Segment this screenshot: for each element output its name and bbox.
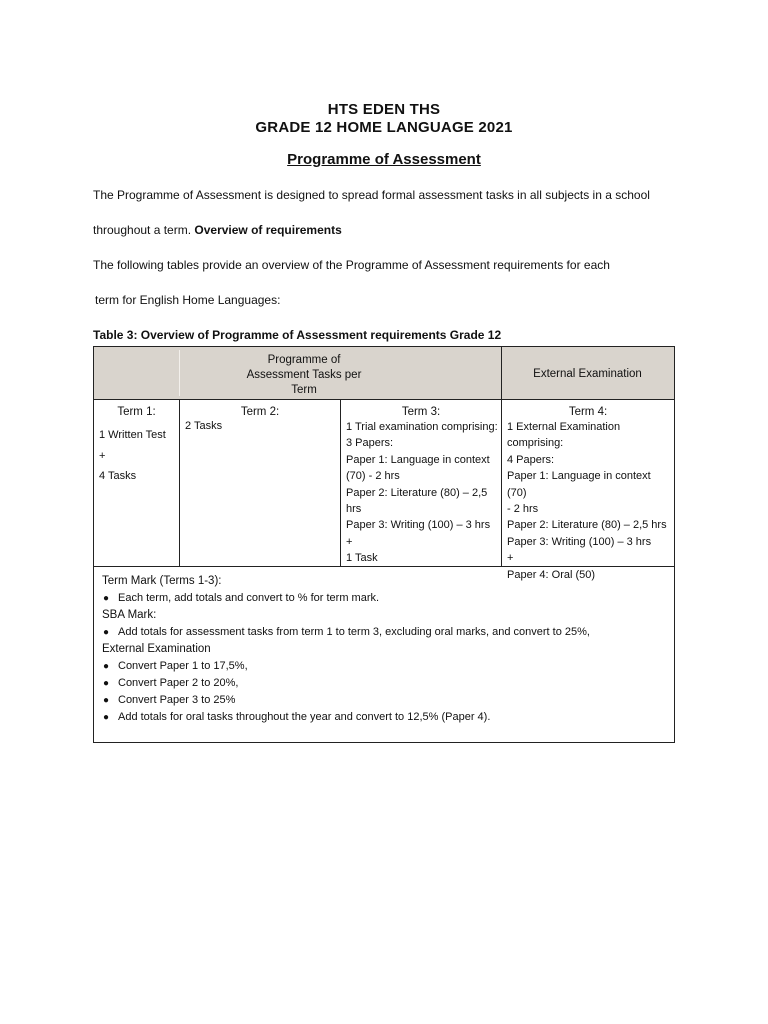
overview-bold-text: Overview of requirements: [194, 223, 342, 237]
list-item-text: Each term, add totals and convert to % for term mark.: [118, 592, 380, 604]
term-line: +: [346, 535, 353, 548]
list-item: [94, 692, 674, 709]
bullet-icon: ●: [103, 627, 110, 638]
term-line: Paper 2: Literature (80) – 2,5 hrs: [507, 519, 667, 532]
term-mark-heading: Term Mark (Terms 1-3):: [102, 575, 222, 587]
section-heading: Programme of Assessment: [287, 151, 481, 168]
term-line: 3 Papers:: [346, 437, 394, 450]
list-item-text: Add totals for assessment tasks from term 1 to term 3, excluding oral marks, and convert to 25%,: [118, 626, 590, 638]
term-1-lines: [94, 419, 179, 487]
list-item: [94, 658, 674, 675]
term-4-title: Term 4:: [568, 406, 608, 418]
bullet-icon: ●: [103, 593, 110, 604]
term-line: (70) - 2 hrs: [346, 470, 400, 483]
bullet-icon: ●: [103, 712, 110, 723]
list-item: [94, 590, 674, 607]
tables-paragraph-line2: term for English Home Languages:: [95, 293, 281, 307]
sba-heading: SBA Mark:: [102, 609, 157, 621]
list-item-text: Convert Paper 3 to 25%: [118, 694, 236, 706]
header-programme-cell: Programme of Assessment Tasks per Term: [246, 354, 362, 396]
external-exam-heading: External Examination: [102, 643, 211, 655]
list-item-text: Add totals for oral tasks throughout the year and convert to 12,5% (Paper 4).: [118, 711, 491, 723]
bullet-icon: ●: [103, 661, 110, 672]
term-line: Paper 1: Language in context (70): [507, 470, 651, 499]
term-line: comprising:: [507, 437, 564, 450]
list-item: [94, 624, 674, 641]
term-4-cell: [501, 400, 674, 581]
term-2-lines: [180, 418, 225, 434]
term-line: Paper 1: Language in context: [346, 453, 490, 466]
header-divider-faint: [179, 350, 180, 396]
term-line: Paper 3: Writing (100) – 3 hrs: [507, 535, 652, 548]
term-3-title: Term 3:: [401, 406, 441, 418]
term-line: +: [507, 552, 514, 565]
list-item: [94, 675, 674, 692]
term-mark-list: [94, 590, 674, 607]
term-line: 1 External Examination: [507, 421, 621, 433]
term-4-lines: [502, 419, 674, 583]
term-line: 1 Written Test: [99, 429, 166, 441]
table-caption: Table 3: Overview of Programme of Assessment requirements Grade 12: [93, 328, 502, 342]
term-line: +: [99, 449, 106, 462]
term-2-cell: [179, 400, 340, 566]
tables-paragraph-line1: The following tables provide an overview of the Programme of Assessment requirements for each: [93, 258, 610, 272]
term-3-lines: [341, 419, 501, 567]
bullet-icon: ●: [103, 695, 110, 706]
term-line: 2 Tasks: [185, 420, 223, 432]
term-3-cell: [340, 400, 501, 566]
list-item: [94, 709, 674, 726]
external-exam-list: [94, 658, 674, 726]
term-line: 1 Task: [346, 552, 378, 565]
term-1-cell: [94, 400, 179, 566]
term-line: 1 Trial examination comprising:: [346, 421, 498, 433]
term-1-title: Term 1:: [117, 406, 156, 418]
term-line: 4 Tasks: [99, 470, 137, 482]
header-external-cell: External Examination: [533, 368, 642, 380]
intro-paragraph-line1: The Programme of Assessment is designed to spread formal assessment tasks in all subjects in a school: [93, 188, 650, 202]
table-header-row: [94, 347, 674, 400]
school-title: HTS EDEN THS: [327, 101, 441, 118]
term-line: Paper 2: Literature (80) – 2,5: [346, 486, 488, 499]
term-line: hrs: [346, 503, 362, 516]
list-item-text: Convert Paper 2 to 20%,: [118, 677, 239, 689]
notes-cell: [94, 567, 674, 726]
assessment-table: [93, 346, 675, 743]
sba-list: [94, 624, 674, 641]
term-line: 4 Papers:: [507, 453, 555, 466]
bullet-icon: ●: [103, 678, 110, 689]
grade-title: GRADE 12 HOME LANGUAGE 2021: [255, 119, 513, 136]
term-2-title: Term 2:: [240, 406, 280, 418]
intro-paragraph-line2: [93, 223, 342, 237]
term-line: Paper 4: Oral (50): [507, 568, 596, 581]
term-line: Paper 3: Writing (100) – 3 hrs: [346, 519, 491, 532]
list-item-text: Convert Paper 1 to 17,5%,: [118, 660, 248, 672]
intro-plain-text: throughout a term.: [93, 223, 195, 237]
term-line: - 2 hrs: [507, 503, 539, 516]
